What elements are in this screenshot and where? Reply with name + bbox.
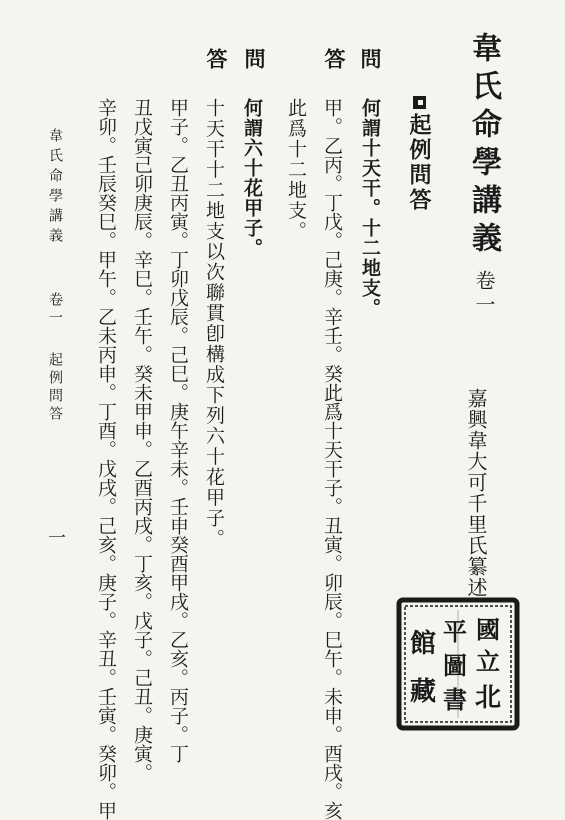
library-seal-stamp — [393, 594, 523, 734]
book-title: 韋氏命學講義 — [466, 32, 501, 260]
page-number: 一 — [45, 528, 66, 546]
svg-text:國: 國 — [476, 615, 500, 644]
author-credit: 嘉興韋大可千里氏纂述 — [464, 388, 488, 598]
svg-text:館: 館 — [409, 629, 437, 659]
question-text: 何謂六十花甲子。 — [241, 98, 263, 258]
question-label: 問 — [358, 48, 383, 77]
answer-line: 丑戊寅己卯庚辰。辛巳。壬午。癸未甲申。乙酉丙戌。丁亥。戊子。己丑。庚寅。 — [131, 98, 153, 782]
answer-line: 辛卯。壬辰癸巳。甲午。乙未丙申。丁酉。戊戌。己亥。庚子。辛丑。壬寅。癸卯。甲 — [95, 98, 117, 820]
answer-line: 甲。乙丙。丁戊。己庚。辛壬。癸此爲十天干子。丑寅。卯辰。巳午。未申。酉戌。亥 — [321, 98, 343, 820]
answer-line: 十天干十二地支以次聯貫卽構成下列六十花甲子。 — [203, 98, 225, 549]
svg-text:北: 北 — [474, 683, 502, 713]
question-label: 問 — [242, 48, 267, 77]
margin-section: 起例問答 — [47, 352, 63, 424]
answer-line: 甲子。乙丑丙寅。丁卯戊辰。己巳。庚午辛未。壬申癸酉甲戌。乙亥。丙子。丁 — [167, 98, 189, 763]
volume-label: 卷一 — [472, 270, 496, 318]
section-title: 起例問答 — [406, 113, 432, 213]
question-text: 何謂十天干。十二地支。 — [359, 98, 381, 318]
answer-label: 答 — [322, 48, 347, 77]
svg-text:平: 平 — [443, 617, 467, 646]
svg-text:藏: 藏 — [409, 677, 437, 707]
svg-text:立: 立 — [476, 647, 500, 676]
svg-text:書: 書 — [443, 685, 467, 714]
answer-label: 答 — [204, 48, 229, 77]
answer-line: 此爲十二地支。 — [285, 98, 307, 242]
svg-text:圖: 圖 — [443, 651, 467, 680]
section-marker-icon — [413, 96, 426, 109]
margin-volume: 卷一 — [47, 292, 63, 328]
section-heading — [408, 96, 430, 213]
margin-title: 韋氏命學講義 — [47, 128, 63, 248]
